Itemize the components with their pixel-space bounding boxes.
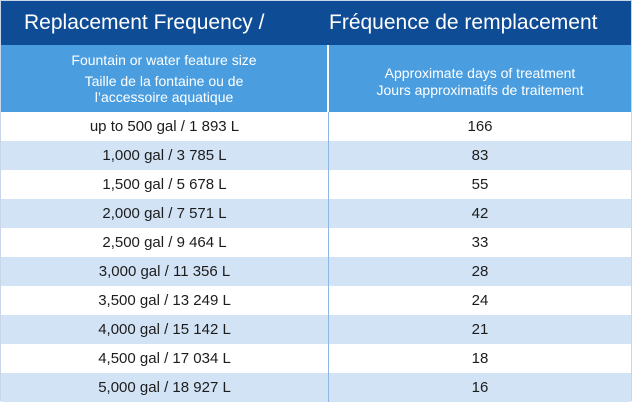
table-row (1, 199, 631, 228)
days-cell: 16 (471, 379, 489, 396)
days-cell: 24 (471, 292, 489, 309)
table-title-bar (1, 1, 631, 45)
table-body (1, 112, 631, 402)
size-cell: 2,500 gal / 9 464 L (1, 228, 329, 257)
header-size-french-line2: l’accessoire aquatique (94, 89, 234, 105)
size-cell: 4,500 gal / 17 034 L (1, 344, 329, 373)
table-row (1, 112, 631, 141)
days-cell: 21 (471, 321, 489, 338)
size-cell: 4,000 gal / 15 142 L (1, 315, 329, 344)
header-days-english: Approximate days of treatment (384, 64, 576, 81)
header-size-english: Fountain or water feature size (71, 52, 257, 68)
size-cell: up to 500 gal / 1 893 L (1, 112, 329, 141)
size-cell: 2,000 gal / 7 571 L (1, 199, 329, 228)
days-cell: 83 (471, 147, 489, 164)
title-english: Replacement Frequency / (24, 11, 265, 34)
column-header-row (1, 45, 631, 112)
table-row (1, 286, 631, 315)
title-french: Fréquence de remplacement (329, 11, 598, 34)
days-cell: 28 (471, 263, 489, 280)
days-cell: 18 (471, 350, 489, 367)
table-row (1, 344, 631, 373)
table-row (1, 170, 631, 199)
days-cell: 42 (471, 205, 489, 222)
days-cell: 33 (471, 234, 489, 251)
table-row (1, 228, 631, 257)
table-row (1, 141, 631, 170)
days-cell: 55 (471, 176, 489, 193)
size-cell: 3,500 gal / 13 249 L (1, 286, 329, 315)
header-size-french-line1: Taille de la fontaine ou de (84, 73, 244, 89)
header-days-column (329, 45, 631, 112)
header-days-french: Jours approximatifs de traitement (376, 81, 584, 98)
table-row (1, 315, 631, 344)
table-row (1, 257, 631, 286)
size-cell: 5,000 gal / 18 927 L (1, 373, 329, 402)
size-cell: 3,000 gal / 11 356 L (1, 257, 329, 286)
header-size-column (1, 45, 329, 112)
days-cell: 166 (467, 118, 493, 135)
size-cell: 1,500 gal / 5 678 L (1, 170, 329, 199)
size-cell: 1,000 gal / 3 785 L (1, 141, 329, 170)
table-row (1, 373, 631, 402)
